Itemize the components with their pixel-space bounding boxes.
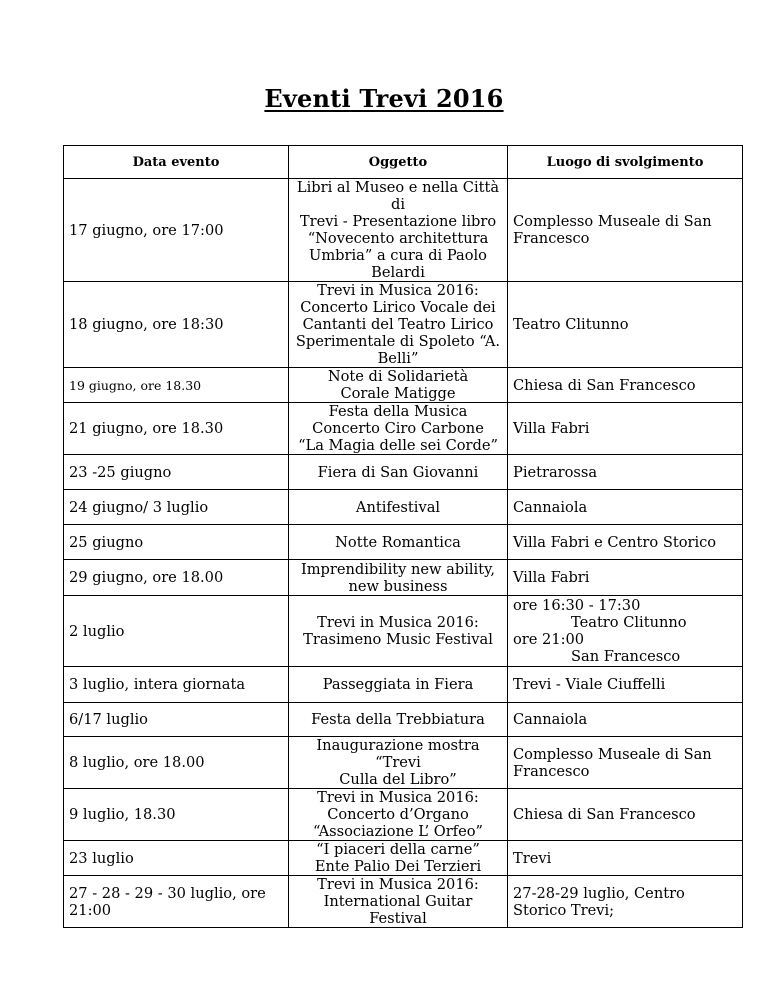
- event-object: Imprendibility new ability, new business: [289, 560, 508, 596]
- table-row: [64, 455, 743, 490]
- page-title: Eventi Trevi 2016: [264, 84, 504, 113]
- event-object: “I piaceri della carne” Ente Palio Dei Terzieri: [289, 841, 508, 876]
- event-date: 25 giugno: [64, 525, 289, 560]
- event-place: Teatro Clitunno: [508, 282, 743, 368]
- event-date: 19 giugno, ore 18.30: [64, 368, 289, 403]
- event-place: ore 16:30 - 17:30 Teatro Clitunno ore 21:00 San Francesco: [508, 596, 743, 667]
- event-date: 18 giugno, ore 18:30: [64, 282, 289, 368]
- event-date: 6/17 luglio: [64, 703, 289, 737]
- event-date: 24 giugno/ 3 luglio: [64, 490, 289, 525]
- event-object: Antifestival: [289, 490, 508, 525]
- event-object: Trevi in Musica 2016: Trasimeno Music Festival: [289, 596, 508, 667]
- event-place: Cannaiola: [508, 703, 743, 737]
- table-header-row: [64, 146, 743, 179]
- event-date: 3 luglio, intera giornata: [64, 667, 289, 703]
- event-object: Festa della Trebbiatura: [289, 703, 508, 737]
- table-row: [64, 179, 743, 282]
- event-place: Villa Fabri: [508, 403, 743, 455]
- table-row: [64, 667, 743, 703]
- header-place: Luogo di svolgimento: [508, 146, 743, 179]
- event-date: 23 luglio: [64, 841, 289, 876]
- event-place: Trevi - Viale Ciuffelli: [508, 667, 743, 703]
- event-place: Pietrarossa: [508, 455, 743, 490]
- event-date: 27 - 28 - 29 - 30 luglio, ore 21:00: [64, 876, 289, 928]
- event-object: Trevi in Musica 2016: Concerto Lirico Vocale dei Cantanti del Teatro Lirico Sperimentale di Spoleto “A. Belli”: [289, 282, 508, 368]
- table-row: [64, 282, 743, 368]
- table-row: [64, 703, 743, 737]
- table-row: [64, 789, 743, 841]
- table-row: [64, 841, 743, 876]
- event-place: 27-28-29 luglio, Centro Storico Trevi;: [508, 876, 743, 928]
- event-place: Chiesa di San Francesco: [508, 789, 743, 841]
- table-row: [64, 490, 743, 525]
- event-object: Trevi in Musica 2016: Concerto d’Organo “Associazione L’ Orfeo”: [289, 789, 508, 841]
- event-object: Notte Romantica: [289, 525, 508, 560]
- event-date: 23 -25 giugno: [64, 455, 289, 490]
- event-object: Passeggiata in Fiera: [289, 667, 508, 703]
- header-date: Data evento: [64, 146, 289, 179]
- event-place: Chiesa di San Francesco: [508, 368, 743, 403]
- table-row: [64, 737, 743, 789]
- event-place: Complesso Museale di San Francesco: [508, 179, 743, 282]
- table-row: [64, 560, 743, 596]
- event-date: 17 giugno, ore 17:00: [64, 179, 289, 282]
- event-place: Villa Fabri: [508, 560, 743, 596]
- event-object: Trevi in Musica 2016: International Guitar Festival: [289, 876, 508, 928]
- events-table: [63, 145, 743, 928]
- table-row: [64, 368, 743, 403]
- table-row: [64, 403, 743, 455]
- event-date: 29 giugno, ore 18.00: [64, 560, 289, 596]
- table-row: [64, 876, 743, 928]
- event-object: Note di Solidarietà Corale Matigge: [289, 368, 508, 403]
- event-date: 2 luglio: [64, 596, 289, 667]
- event-date: 9 luglio, 18.30: [64, 789, 289, 841]
- table-row: [64, 525, 743, 560]
- header-object: Oggetto: [289, 146, 508, 179]
- table-row: [64, 596, 743, 667]
- event-place: Cannaiola: [508, 490, 743, 525]
- event-object: Fiera di San Giovanni: [289, 455, 508, 490]
- event-object: Libri al Museo e nella Città di Trevi - Presentazione libro “Novecento architettura Umbria” a cura di Paolo Belardi: [289, 179, 508, 282]
- event-place: Complesso Museale di San Francesco: [508, 737, 743, 789]
- event-date: 21 giugno, ore 18.30: [64, 403, 289, 455]
- event-place: Trevi: [508, 841, 743, 876]
- event-place: Villa Fabri e Centro Storico: [508, 525, 743, 560]
- event-date: 8 luglio, ore 18.00: [64, 737, 289, 789]
- event-object: Festa della Musica Concerto Ciro Carbone “La Magia delle sei Corde”: [289, 403, 508, 455]
- event-object: Inaugurazione mostra “Trevi Culla del Libro”: [289, 737, 508, 789]
